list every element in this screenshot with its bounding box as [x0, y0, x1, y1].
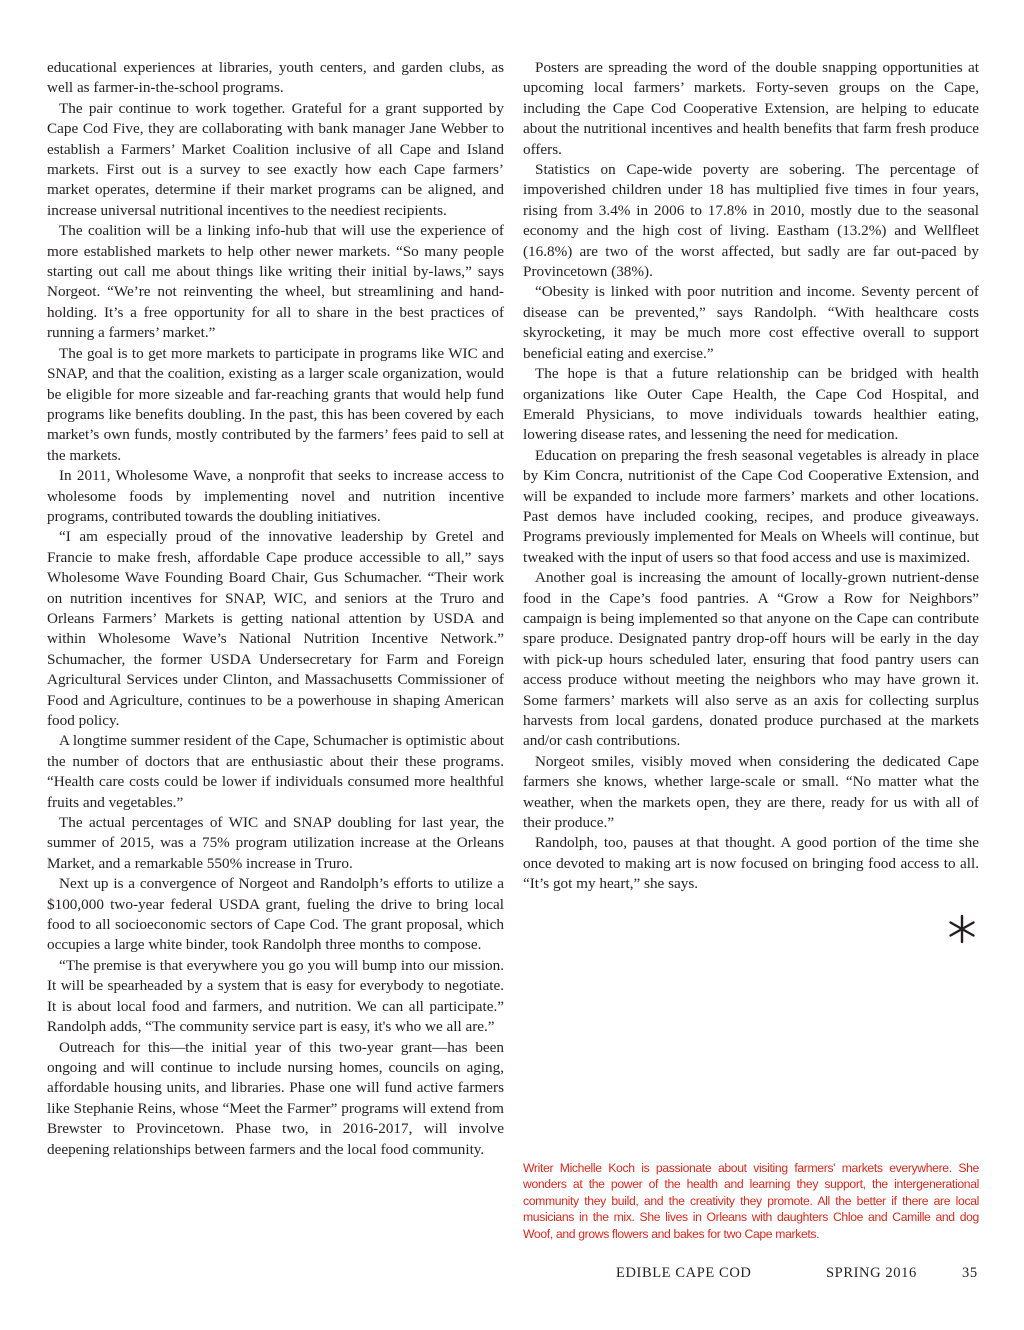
paragraph: educational experiences at libraries, youth centers, and garden clubs, as well as farmer-in-the-school programs. [47, 59, 504, 97]
paragraph: Posters are spreading the word of the double snapping opportunities at upcoming local farmers’ markets. Forty-seven groups on the Cape, including the Cape Cod Cooperative Extension, are helping to educate about the nutritional incentives and health benefits that farm fresh produce offers. [523, 59, 979, 158]
paragraph: The coalition will be a linking info-hub that will use the experience of more established markets to help other newer markets. “So many people starting out call me about things like writing their initial by-laws,” says Norgeot. “We’re not reinventing the wheel, but streamlining and hand-holding. It’s a free opportunity for all to share in the best practices of running a farmers’ market.” [47, 222, 504, 342]
paragraph: “The premise is that everywhere you go you will bump into our mission. It will be spearheaded by a system that is easy for everybody to negotiate. It is about local food and farmers, and nutrition. We can all participate.” Randolph adds, “The community service part is easy, it's who we all are.” [47, 956, 504, 1036]
article-column-left [47, 58, 504, 1160]
article-column-right [523, 58, 979, 895]
paragraph: The actual percentages of WIC and SNAP doubling for last year, the summer of 2015, was a 75% program utilization increase at the Orleans Market, and a remarkable 550% increase in Truro. [47, 814, 504, 872]
asterisk-icon [945, 912, 979, 946]
paragraph: Randolph, too, pauses at that thought. A good portion of the time she once devoted to making art is now focused on bringing food access to all. “It’s got my heart,” she says. [523, 834, 979, 893]
paragraph: Next up is a convergence of Norgeot and Randolph’s efforts to utilize a $100,000 two-year federal USDA grant, fueling the drive to bring local food to all socioeconomic sectors of Cape Cod. The grant proposal, which occupies a large white binder, took Randolph three months to compose. [47, 875, 504, 954]
page-number: 35 [962, 1265, 978, 1281]
paragraph: “Obesity is linked with poor nutrition and income. Seventy percent of disease can be prevented,” says Randolph. “With healthcare costs skyrocketing, it may be much more cost effective overall to support beneficial eating and exercise.” [523, 283, 979, 362]
paragraph: The hope is that a future relationship can be bridged with health organizations like Outer Cape Health, the Cape Cod Hospital, and Emerald Physicians, to move individuals towards healthier eating, lowering disease rates, and lessening the need for medication. [523, 365, 979, 444]
paragraph: Education on preparing the fresh seasonal vegetables is already in place by Kim Concra, nutritionist of the Cape Cod Cooperative Extension, and will be expanded to include more farmers’ markets and other locations. Past demos have included cooking, recipes, and produce giveaways. Programs previously implemented for Meals on Wheels will continue, but tweaked with the input of users so that food access and use is maximized. [523, 446, 979, 566]
paragraph: Norgeot smiles, visibly moved when considering the dedicated Cape farmers she knows, whether large-scale or small. “No matter what the weather, when the markets open, they are there, ready for us with all of their produce.” [523, 752, 979, 832]
paragraph: Another goal is increasing the amount of locally-grown nutrient-dense food in the Cape’s food pantries. A “Grow a Row for Neighbors” campaign is being implemented so that anyone on the Cape can contribute spare produce. Designated pantry drop-off hours will be early in the day with pick-up hours scheduled later, ensuring that food pantry users can access produce without meeting the neighbors who may have grown it. Some farmers’ markets will also serve as an axis for collecting surplus harvests from local gardens, donated produce purchased at the markets and/or cash contributions. [523, 569, 979, 750]
author-bio: Writer Michelle Koch is passionate about visiting farmers' markets everywhere. She wonders at the power of the health and learning they support, the intergenerational community they build, and the creativity they promote. All the better if there are local musicians in the mix. She lives in Orleans with daughters Chloe and Camille and dog Woof, and grows flowers and bakes for two Cape markets. [523, 1161, 979, 1241]
paragraph: Outreach for this—the initial year of this two-year grant—has been ongoing and will continue to include nursing homes, councils on aging, affordable housing units, and libraries. Phase one will fund active farmers like Stephanie Reins, whose “Meet the Farmer” programs will extend from Brewster to Provincetown. Phase two, in 2016-2017, will involve deepening relationships between farmers and the local food community. [47, 1038, 504, 1158]
paragraph: The goal is to get more markets to participate in programs like WIC and SNAP, and that the coalition, existing as a larger scale organization, would be eligible for more sizeable and far-reaching grants that would help fund programs like benefits doubling. In the past, this has been covered by each market’s own funds, mostly contributed by the farmers’ fees paid to sell at the markets. [47, 344, 504, 464]
publication-name: EDIBLE CAPE COD [616, 1265, 752, 1281]
paragraph: The pair continue to work together. Grateful for a grant supported by Cape Cod Five, they are collaborating with bank manager Jane Webber to establish a Farmers’ Market Coalition inclusive of all Cape and Island markets. First out is a survey to see exactly how each Cape farmers’ market operates, determine if their market programs can be aligned, and increase universal nutritional incentives to the neediest recipients. [47, 99, 504, 219]
issue-date: SPRING 2016 [826, 1265, 917, 1281]
paragraph: “I am especially proud of the innovative leadership by Gretel and Francie to make fresh, affordable Cape produce accessible to all,” says Wholesome Wave Founding Board Chair, Gus Schumacher. “Their work on nutrition incentives for SNAP, WIC, and seniors at the Truro and Orleans Farmers’ Markets is getting national attention by USDA and within Wholesome Wave’s National Nutrition Incentive Network.” Schumacher, the former USDA Undersecretary for Farm and Foreign Agricultural Services under Clinton, and Massachusetts Commissioner of Food and Agriculture, continues to be a powerhouse in shaping American food policy. [47, 528, 504, 729]
paragraph: Statistics on Cape-wide poverty are sobering. The percentage of impoverished children under 18 has multiplied five times in four years, rising from 3.4% in 2006 to 17.8% in 2010, mostly due to the seasonal economy and the high cost of living. Eastham (13.2%) and Wellfleet (16.8%) are two of the worst affected, but sadly are far out-paced by Provincetown (38%). [523, 161, 979, 281]
paragraph: In 2011, Wholesome Wave, a nonprofit that seeks to increase access to wholesome foods by implementing novel and nutrition incentive programs, contributed towards the doubling initiatives. [47, 467, 504, 525]
paragraph: A longtime summer resident of the Cape, Schumacher is optimistic about the number of doctors that are enthusiastic about their these programs. “Health care costs could be lower if individuals consumed more healthful fruits and vegetables.” [47, 732, 504, 811]
